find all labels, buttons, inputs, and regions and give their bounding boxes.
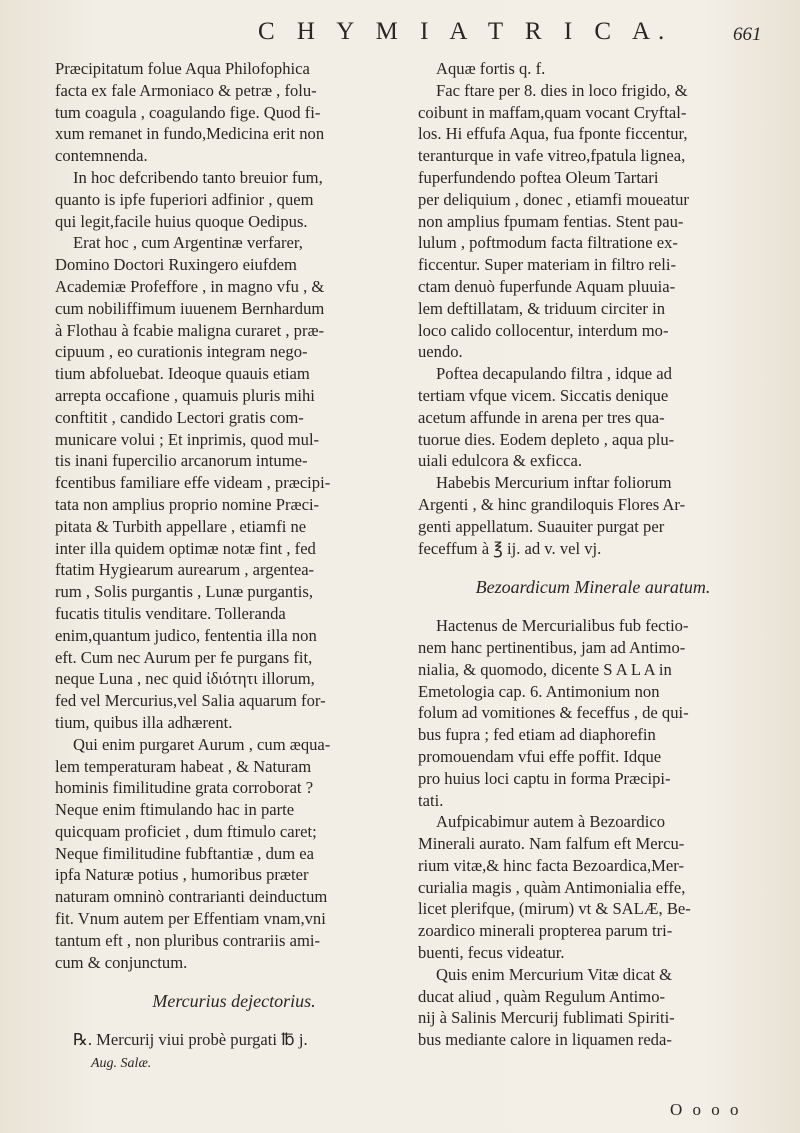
text-line: ducat aliud , quàm Regulum Antimo- bbox=[418, 986, 666, 1006]
text-line: fed vel Mercurius,vel Salia aquarum for- bbox=[55, 691, 326, 711]
text-line: rium vitæ,& hinc facta Bezoardica,Mer- bbox=[418, 855, 684, 875]
text-line: Emetologia cap. 6. Antimonium non bbox=[418, 681, 660, 701]
text-line: fcentibus familiare effe videam , præcipi- bbox=[55, 473, 331, 493]
text-line: tata non amplius proprio nomine Præci- bbox=[55, 494, 320, 514]
text-line: pitata & Turbith appellare , etiamfi ne bbox=[55, 516, 307, 536]
text-line: fuperfundendo poftea Oleum Tartari bbox=[418, 167, 659, 187]
left-column bbox=[55, 58, 413, 1075]
text-line: rum , Solis purgantis , Lunæ purgantis, bbox=[55, 582, 313, 602]
text-line: Aquæ fortis q. f. bbox=[436, 59, 546, 78]
text-line: Domino Doctori Ruxingero eiufdem bbox=[55, 255, 297, 275]
text-line: lem deftillatam, & triduum circiter in bbox=[418, 298, 665, 318]
section-heading-bezoardicum: Bezoardicum Minerale auratum. bbox=[475, 577, 711, 598]
text-line: coibunt in maffam,quam vocant Cryftal- bbox=[418, 102, 687, 122]
text-line: ftatim Hygiearum aurearum , argentea- bbox=[55, 560, 315, 580]
paragraph bbox=[418, 615, 768, 811]
paragraph bbox=[55, 734, 413, 974]
text-line: lem temperaturam habeat , & Naturam bbox=[55, 756, 312, 776]
text-line: ficcentur. Super materiam in filtro reli- bbox=[418, 255, 677, 275]
section-heading-mercurius: Mercurius dejectorius. bbox=[152, 991, 316, 1012]
text-line: uiali edulcora & exficca. bbox=[418, 451, 583, 471]
text-line: neque Luna , nec quid ἰδιότητι illorum, bbox=[55, 669, 315, 689]
text-line: Aufpicabimur autem à Bezoardico bbox=[436, 812, 665, 832]
text-line: bus mediante calore in liquamen reda- bbox=[418, 1030, 672, 1050]
text-line: Erat hoc , cum Argentinæ verfarer, bbox=[73, 233, 303, 253]
text-line: xum remanet in fundo,Medicina erit non bbox=[55, 124, 325, 144]
text-line: tum coagula , coagulando fige. Quod fi- bbox=[55, 102, 321, 122]
text-line: loco calido collocentur, interdum mo- bbox=[418, 320, 669, 340]
recipe-continuation bbox=[55, 1051, 413, 1075]
text-line: Quis enim Mercurium Vitæ dicat & bbox=[436, 964, 673, 984]
text-line: acetum affunde in arena per tres qua- bbox=[418, 407, 665, 427]
page-number: 661 bbox=[733, 24, 762, 45]
text-line: fit. Vnum autem per Effentiam vnam,vni bbox=[55, 909, 326, 929]
text-line: Neque enim ftimulando hac in parte bbox=[55, 800, 295, 820]
paragraph bbox=[55, 167, 413, 232]
text-line: promouendam vfui effe poffit. Idque bbox=[418, 746, 662, 766]
text-line: Neque fimilitudine fubftantiæ , dum ea bbox=[55, 843, 314, 863]
text-line: cum & conjunctum. bbox=[55, 952, 188, 972]
paragraph bbox=[418, 363, 768, 472]
text-line: Hactenus de Mercurialibus fub fectio- bbox=[436, 616, 689, 636]
text-line: tium abfoluebat. Ideoque quauis etiam bbox=[55, 364, 310, 384]
text-line: Minerali aurato. Nam falfum eft Mercu- bbox=[418, 834, 685, 854]
text-line: los. Hi effufa Aqua, fua fponte ficcentur, bbox=[418, 124, 688, 144]
running-header bbox=[0, 16, 800, 56]
text-line: Habebis Mercurium inftar foliorum bbox=[436, 473, 672, 493]
text-line: Poftea decapulando filtra , idque ad bbox=[436, 364, 672, 384]
text-line: nem hanc pertinentibus, jam ad Antimo- bbox=[418, 637, 686, 657]
text-line: lulum , poftmodum facta filtratione ex- bbox=[418, 233, 678, 253]
recipe-line: ℞. Mercurij viui probè purgati ℔ j. bbox=[73, 1030, 308, 1050]
paragraph bbox=[418, 811, 768, 964]
text-line: inter illa quidem optimæ notæ fint , fed bbox=[55, 538, 316, 558]
text-line: licet plerifque, (mirum) vt & SALÆ, Be- bbox=[418, 899, 691, 919]
text-line: bus fupra ; fed etiam ad diaphorefin bbox=[418, 725, 656, 745]
text-line: tantum eft , non pluribus contrariis ami- bbox=[55, 930, 320, 950]
text-line: à Flothau à fcabie maligna curaret , præ- bbox=[55, 320, 325, 340]
text-line: Præcipitatum folue Aqua Philofophica bbox=[55, 59, 310, 78]
text-line: facta ex fale Armoniaco & petræ , folu- bbox=[55, 80, 317, 100]
text-line: municare volui ; Et inprimis, quod mul- bbox=[55, 429, 320, 449]
text-line: uendo. bbox=[418, 342, 463, 362]
text-line: tati. bbox=[418, 790, 444, 810]
text-line: hominis fimilitudine grata corroborat ? bbox=[55, 778, 314, 798]
text-line: arrepta occafione , quamuis pluris mihi bbox=[55, 385, 315, 405]
text-line: tertiam vfque vicem. Siccatis denique bbox=[418, 385, 669, 405]
paragraph bbox=[418, 80, 768, 363]
text-line: nialia, & quomodo, dicente S A L A in bbox=[418, 659, 672, 679]
paragraph bbox=[418, 472, 768, 559]
running-title: C H Y M I A T R I C A. bbox=[258, 18, 673, 45]
text-line: genti appellatum. Suauiter purgat per bbox=[418, 516, 665, 536]
text-line: folum ad vomitiones & feceffus , de qui- bbox=[418, 703, 689, 723]
text-line: feceffum à ℥ ij. ad v. vel vj. bbox=[418, 538, 602, 558]
text-line: conftitit , candido Lectori gratis com- bbox=[55, 407, 304, 427]
text-line: ipfa Naturæ potius , humoribus præter bbox=[55, 865, 309, 885]
paragraph bbox=[418, 58, 768, 80]
paragraph bbox=[55, 58, 413, 167]
text-line: teranturque in vafe vitreo,fpatula lignea, bbox=[418, 146, 686, 166]
paragraph bbox=[55, 232, 413, 733]
text-line: non amplius fpumam fentias. Stent pau- bbox=[418, 211, 684, 231]
text-line: cum nobiliffimum iuuenem Bernhardum bbox=[55, 298, 325, 318]
text-line: fucatis titulis venditare. Tolleranda bbox=[55, 603, 286, 623]
text-line: enim,quantum judico, fententia illa non bbox=[55, 625, 317, 645]
text-line: tium, quibus illa adhærent. bbox=[55, 712, 233, 732]
text-line: per deliquium , donec , etiamfi moueatur bbox=[418, 189, 689, 209]
text-line: pro huius loci captu in forma Præcipi- bbox=[418, 768, 671, 788]
right-column bbox=[418, 58, 768, 1051]
recipe-note: Aug. Salæ. bbox=[91, 1056, 152, 1072]
text-line: Academiæ Profeffore , in magno vfu , & bbox=[55, 276, 325, 296]
paragraph bbox=[418, 964, 768, 1051]
text-line: quicquam proficiet , dum ftimulo caret; bbox=[55, 821, 317, 841]
text-line: tis inani fupercilio arcanorum intume- bbox=[55, 451, 308, 471]
text-line: ctam denuò fuperfunde Aquam pluuia- bbox=[418, 276, 676, 296]
text-line: nij à Salinis Mercurij fublimati Spiriti- bbox=[418, 1008, 675, 1028]
text-line: Fac ftare per 8. dies in loco frigido, & bbox=[436, 80, 688, 100]
text-line: qui legit,facile huius quoque Oedipus. bbox=[55, 211, 308, 231]
text-line: contemnenda. bbox=[55, 146, 148, 166]
text-line: tuorue dies. Eodem depleto , aqua plu- bbox=[418, 429, 675, 449]
text-line: quanto is ipfe fuperiori adfinior , quem bbox=[55, 189, 314, 209]
text-line: cipuum , eo curationis integram nego- bbox=[55, 342, 308, 362]
text-line: naturam omninò contrarianti deinductum bbox=[55, 887, 328, 907]
text-line: In hoc defcribendo tanto breuior fum, bbox=[73, 167, 323, 187]
text-line: buenti, fecus videatur. bbox=[418, 943, 565, 963]
text-line: Argenti , & hinc grandiloquis Flores Ar- bbox=[418, 494, 686, 514]
text-line: curialia magis , quàm Antimonialia effe, bbox=[418, 877, 686, 897]
text-line: Qui enim purgaret Aurum , cum æqua- bbox=[73, 734, 331, 754]
text-line: zoardico minerali propterea parum tri- bbox=[418, 921, 673, 941]
signature-mark: O o o o bbox=[670, 1100, 742, 1119]
text-line: eft. Cum nec Aurum per fe purgans fit, bbox=[55, 647, 313, 667]
